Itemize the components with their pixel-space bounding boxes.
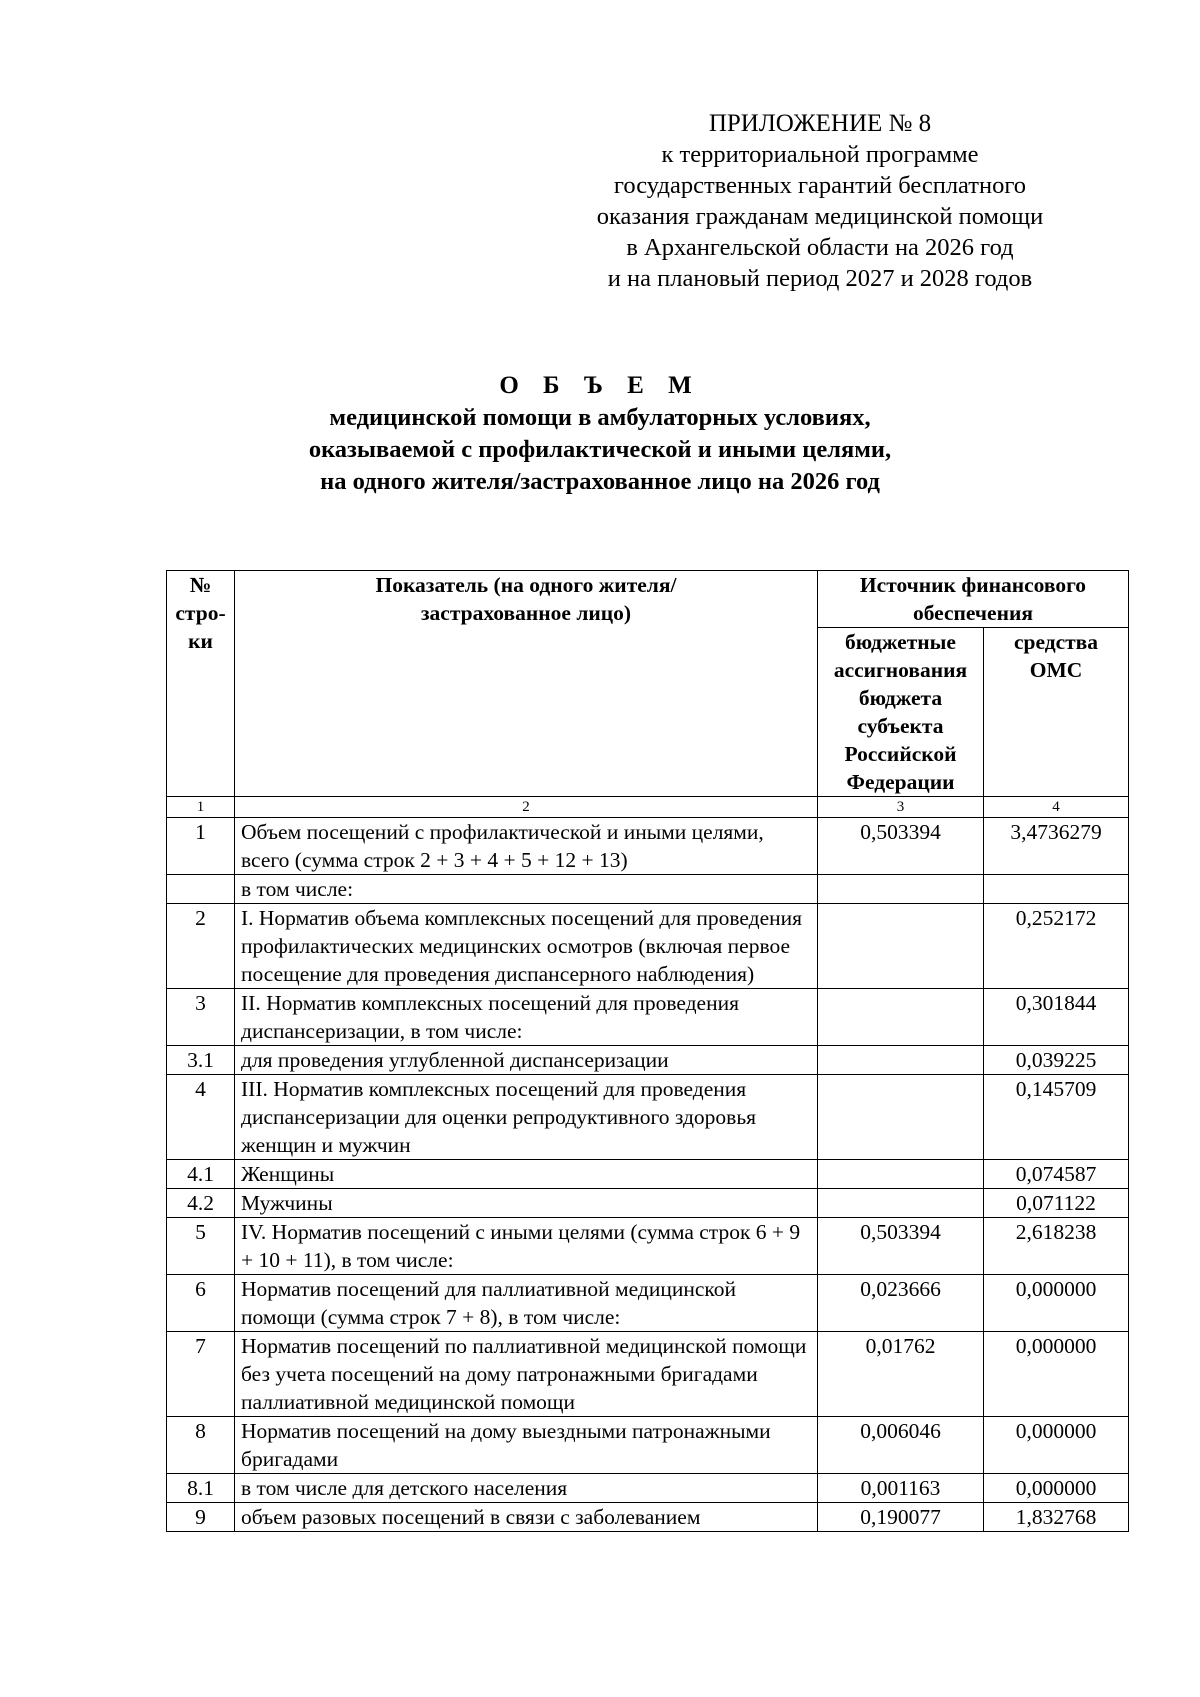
- oms-value-cell: [984, 875, 1129, 904]
- oms-value-cell: 0,039225: [984, 1046, 1129, 1075]
- table-row: [167, 1075, 1129, 1160]
- table-row: [167, 1160, 1129, 1189]
- row-number-cell: 9: [167, 1503, 235, 1532]
- row-number-cell: 6: [167, 1275, 235, 1332]
- row-number-cell: [167, 875, 235, 904]
- oms-value-cell: 0,145709: [984, 1075, 1129, 1160]
- table-row: [167, 1189, 1129, 1218]
- row-number-cell: 4: [167, 1075, 235, 1160]
- oms-value-cell: 2,618238: [984, 1218, 1129, 1275]
- table-row: [167, 1417, 1129, 1474]
- header-budget: бюджетные ассигнования бюджета субъекта Российской Федерации: [818, 628, 984, 797]
- table-body: [167, 818, 1129, 1532]
- indicator-cell: для проведения углубленной диспансеризации: [235, 1046, 818, 1075]
- indicator-cell: Мужчины: [235, 1189, 818, 1218]
- row-number-cell: 3: [167, 989, 235, 1046]
- budget-value-cell: 0,503394: [818, 1218, 984, 1275]
- indicator-cell: объем разовых посещений в связи с заболеванием: [235, 1503, 818, 1532]
- indicator-cell: I. Норматив объема комплексных посещений для проведения профилактических медицинских осмотров (включая первое посещение для проведения диспансерного наблюдения): [235, 904, 818, 989]
- budget-value-cell: [818, 1046, 984, 1075]
- indicator-cell: III. Норматив комплексных посещений для проведения диспансеризации для оценки репродуктивного здоровья женщин и мужчин: [235, 1075, 818, 1160]
- budget-value-cell: [818, 1075, 984, 1160]
- row-number-cell: 7: [167, 1332, 235, 1417]
- table-row: [167, 1474, 1129, 1503]
- indicator-cell: II. Норматив комплексных посещений для проведения диспансеризации, в том числе:: [235, 989, 818, 1046]
- appendix-line: и на плановый период 2027 и 2028 годов: [607, 265, 1033, 292]
- appendix-line: в Архангельской области на 2026 год: [626, 234, 1014, 261]
- oms-value-cell: 1,832768: [984, 1503, 1129, 1532]
- row-number-cell: 2: [167, 904, 235, 989]
- oms-value-cell: 3,4736279: [984, 818, 1129, 875]
- row-number-cell: 8: [167, 1417, 235, 1474]
- table-row: [167, 989, 1129, 1046]
- title-word: О Б Ъ Е М: [499, 372, 701, 399]
- title-line: медицинской помощи в амбулаторных условиях,: [329, 404, 871, 431]
- oms-value-cell: 0,000000: [984, 1275, 1129, 1332]
- indicator-cell: Женщины: [235, 1160, 818, 1189]
- oms-value-cell: 0,252172: [984, 904, 1129, 989]
- volume-table: [166, 570, 1129, 1532]
- appendix-line: к территориальной программе: [661, 141, 979, 168]
- oms-value-cell: 0,000000: [984, 1417, 1129, 1474]
- budget-value-cell: 0,006046: [818, 1417, 984, 1474]
- title-line: на одного жителя/застрахованное лицо на 2026 год: [320, 468, 880, 495]
- table-header-row: [167, 571, 1129, 628]
- table-row: [167, 818, 1129, 875]
- oms-value-cell: 0,000000: [984, 1474, 1129, 1503]
- column-number: 1: [167, 797, 235, 818]
- row-number-cell: 3.1: [167, 1046, 235, 1075]
- table-row: [167, 1503, 1129, 1532]
- budget-value-cell: 0,503394: [818, 818, 984, 875]
- row-number-cell: 4.1: [167, 1160, 235, 1189]
- oms-value-cell: 0,071122: [984, 1189, 1129, 1218]
- header-funding-source: Источник финансового обеспечения: [818, 571, 1129, 628]
- budget-value-cell: 0,023666: [818, 1275, 984, 1332]
- appendix-title: ПРИЛОЖЕНИЕ № 8: [708, 110, 932, 137]
- table-row: [167, 904, 1129, 989]
- table-row: [167, 1218, 1129, 1275]
- title-line: оказываемой с профилактической и иными целями,: [308, 436, 892, 463]
- header-row-number: № стро-ки: [167, 571, 235, 797]
- indicator-cell: в том числе для детского населения: [235, 1474, 818, 1503]
- indicator-cell: IV. Норматив посещений с иными целями (сумма строк 6 + 9 + 10 + 11), в том числе:: [235, 1218, 818, 1275]
- column-number-row: [167, 797, 1129, 818]
- oms-value-cell: 0,000000: [984, 1332, 1129, 1417]
- budget-value-cell: 0,190077: [818, 1503, 984, 1532]
- row-number-cell: 4.2: [167, 1189, 235, 1218]
- oms-value-cell: 0,301844: [984, 989, 1129, 1046]
- header-indicator: Показатель (на одного жителя/ застрахованное лицо): [235, 571, 818, 797]
- table-row: [167, 1275, 1129, 1332]
- appendix-line: оказания гражданам медицинской помощи: [596, 203, 1044, 230]
- table-row: [167, 1332, 1129, 1417]
- table-row: [167, 1046, 1129, 1075]
- row-number-cell: 1: [167, 818, 235, 875]
- row-number-cell: 5: [167, 1218, 235, 1275]
- column-number: 3: [818, 797, 984, 818]
- appendix-line: государственных гарантий бесплатного: [613, 172, 1027, 199]
- document-title: [150, 370, 1050, 498]
- budget-value-cell: [818, 1189, 984, 1218]
- column-number: 2: [235, 797, 818, 818]
- row-number-cell: 8.1: [167, 1474, 235, 1503]
- budget-value-cell: [818, 904, 984, 989]
- appendix-header: [560, 108, 1080, 294]
- indicator-cell: Норматив посещений для паллиативной медицинской помощи (сумма строк 7 + 8), в том числе:: [235, 1275, 818, 1332]
- budget-value-cell: 0,001163: [818, 1474, 984, 1503]
- header-oms: средства ОМС: [984, 628, 1129, 797]
- budget-value-cell: [818, 989, 984, 1046]
- table-row: [167, 875, 1129, 904]
- indicator-cell: в том числе:: [235, 875, 818, 904]
- indicator-cell: Норматив посещений по паллиативной медицинской помощи без учета посещений на дому патронажными бригадами паллиативной медицинской помощи: [235, 1332, 818, 1417]
- budget-value-cell: [818, 1160, 984, 1189]
- budget-value-cell: 0,01762: [818, 1332, 984, 1417]
- indicator-cell: Объем посещений с профилактической и иными целями, всего (сумма строк 2 + 3 + 4 + 5 + 12 + 13): [235, 818, 818, 875]
- column-number: 4: [984, 797, 1129, 818]
- indicator-cell: Норматив посещений на дому выездными патронажными бригадами: [235, 1417, 818, 1474]
- budget-value-cell: [818, 875, 984, 904]
- oms-value-cell: 0,074587: [984, 1160, 1129, 1189]
